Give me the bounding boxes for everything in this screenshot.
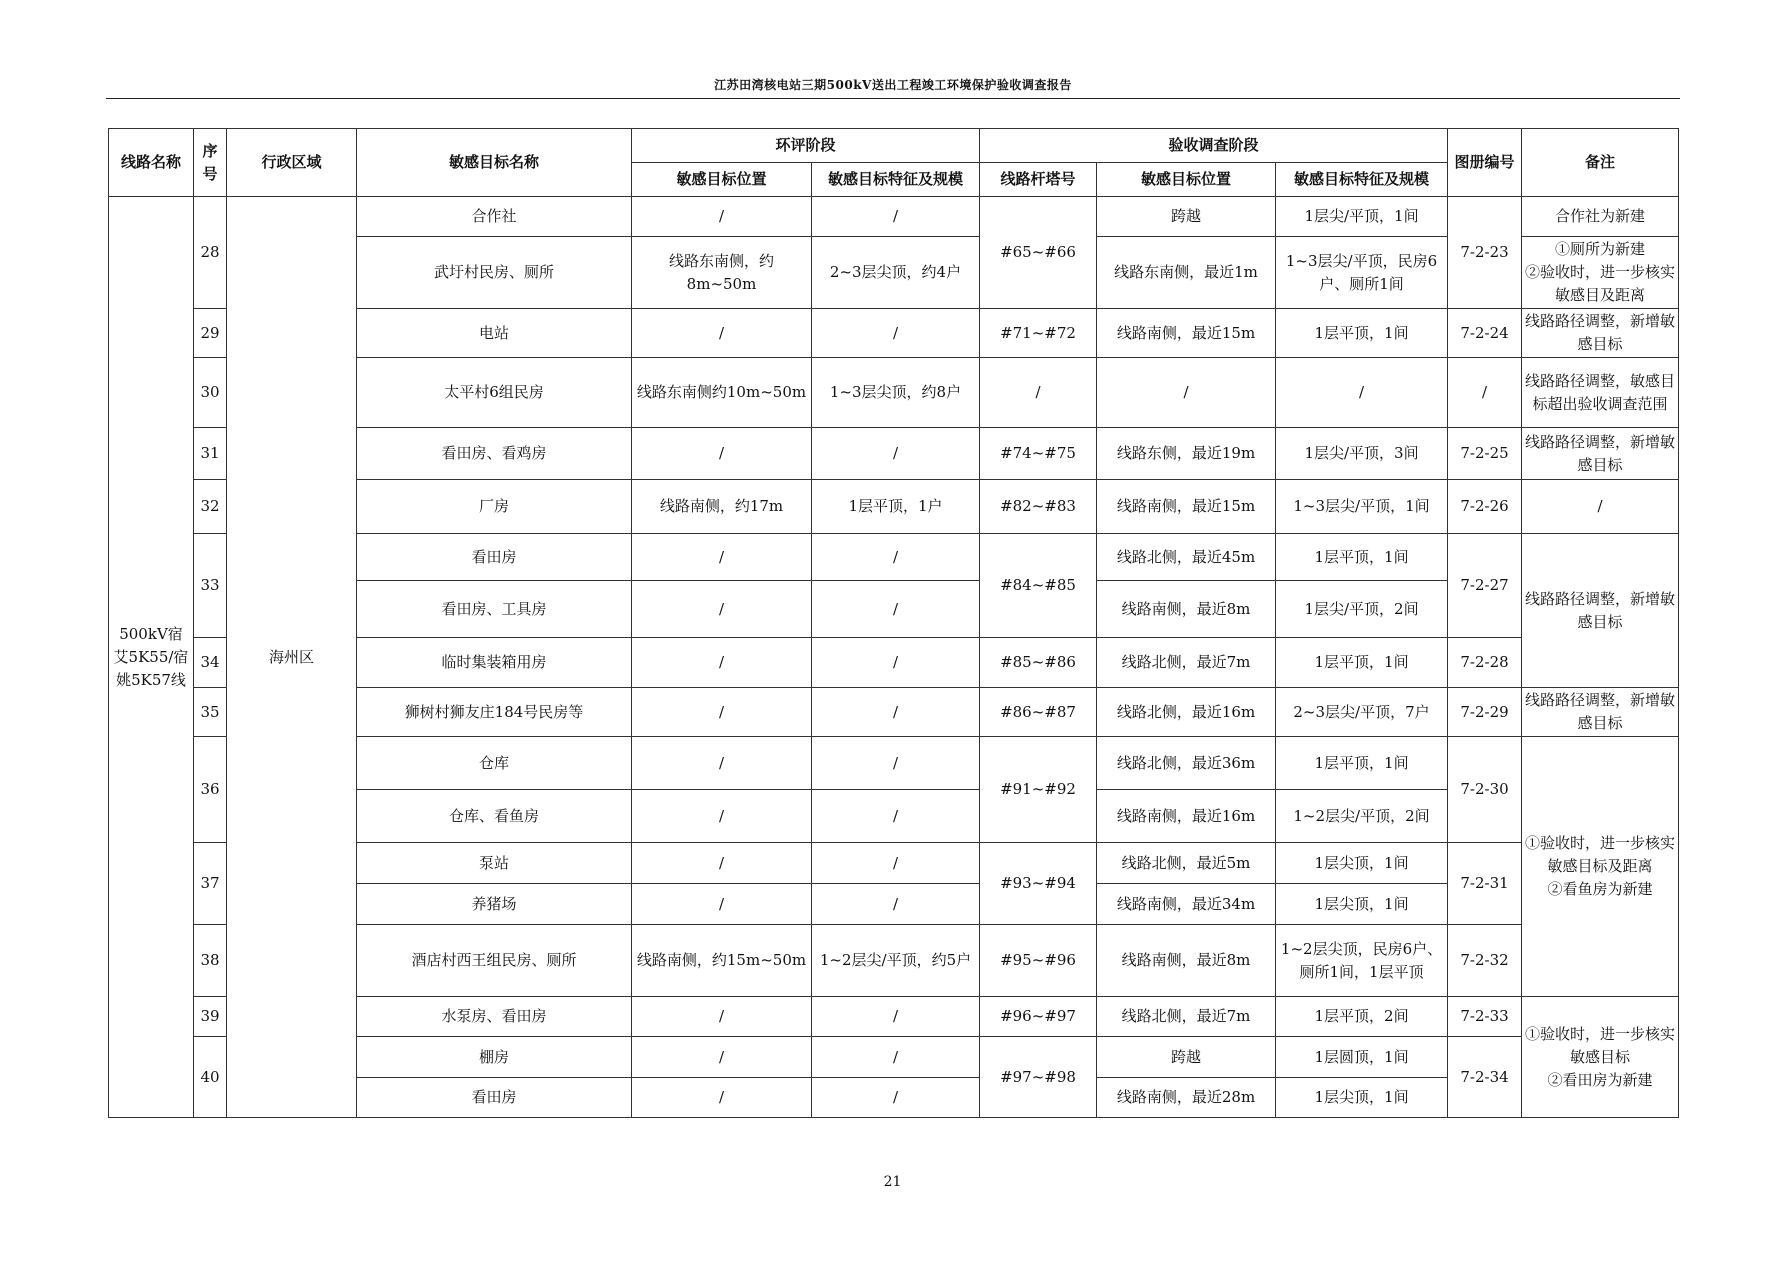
header-rule	[106, 98, 1680, 99]
eia-feature-cell: 1层平顶，1户	[812, 480, 980, 534]
tower-cell: #74~#75	[980, 428, 1097, 480]
fig-cell: 7-2-34	[1448, 1037, 1522, 1118]
target-name-cell: 看田房	[357, 1078, 632, 1118]
tower-cell: #86~#87	[980, 688, 1097, 737]
fig-cell: 7-2-28	[1448, 638, 1522, 688]
target-name-cell: 看田房	[357, 534, 632, 581]
eia-position-cell: /	[632, 197, 812, 237]
eia-position-cell: 线路南侧，约15m~50m	[632, 925, 812, 997]
acc-feature-cell: 1~3层尖/平顶，民房6户、厕所1间	[1276, 237, 1448, 309]
tower-cell: #65~#66	[980, 197, 1097, 309]
eia-feature-cell: /	[812, 997, 980, 1037]
tower-cell: #97~#98	[980, 1037, 1097, 1118]
remark-cell: 线路路径调整，新增敏感目标	[1522, 428, 1679, 480]
header-line-name: 线路名称	[109, 129, 194, 197]
remark-cell: /	[1522, 480, 1679, 534]
target-name-cell: 厂房	[357, 480, 632, 534]
eia-feature-cell: /	[812, 790, 980, 843]
tower-cell: #93~#94	[980, 843, 1097, 925]
eia-feature-cell: 1~2层尖/平顶，约5户	[812, 925, 980, 997]
acc-position-cell: 线路东侧，最近19m	[1097, 428, 1276, 480]
acc-feature-cell: 1层尖顶，1间	[1276, 843, 1448, 884]
header-tower-no: 线路杆塔号	[980, 163, 1097, 197]
seq-cell: 32	[194, 480, 227, 534]
acc-position-cell: 线路南侧，最近15m	[1097, 480, 1276, 534]
eia-position-cell: 线路南侧，约17m	[632, 480, 812, 534]
target-name-cell: 棚房	[357, 1037, 632, 1078]
eia-position-cell: /	[632, 1037, 812, 1078]
acc-position-cell: 线路北侧，最近7m	[1097, 997, 1276, 1037]
tower-cell: #85~#86	[980, 638, 1097, 688]
seq-cell: 38	[194, 925, 227, 997]
fig-cell: 7-2-31	[1448, 843, 1522, 925]
eia-position-cell: /	[632, 638, 812, 688]
header-seq: 序号	[194, 129, 227, 197]
seq-cell: 37	[194, 843, 227, 925]
acc-position-cell: 跨越	[1097, 1037, 1276, 1078]
eia-position-cell: /	[632, 428, 812, 480]
tower-cell: #91~#92	[980, 737, 1097, 843]
fig-cell: 7-2-29	[1448, 688, 1522, 737]
fig-cell: 7-2-24	[1448, 309, 1522, 358]
fig-cell: 7-2-27	[1448, 534, 1522, 638]
acc-position-cell: 线路北侧，最近36m	[1097, 737, 1276, 790]
acc-position-cell: /	[1097, 358, 1276, 428]
acc-position-cell: 线路南侧，最近34m	[1097, 884, 1276, 925]
target-name-cell: 看田房、看鸡房	[357, 428, 632, 480]
eia-feature-cell: /	[812, 309, 980, 358]
tower-cell: /	[980, 358, 1097, 428]
header-acc-feature: 敏感目标特征及规模	[1276, 163, 1448, 197]
eia-position-cell: /	[632, 997, 812, 1037]
acc-feature-cell: 1层尖顶，1间	[1276, 884, 1448, 925]
header-remark: 备注	[1522, 129, 1679, 197]
target-name-cell: 仓库、看鱼房	[357, 790, 632, 843]
acc-position-cell: 线路北侧，最近16m	[1097, 688, 1276, 737]
eia-feature-cell: /	[812, 534, 980, 581]
eia-position-cell: /	[632, 1078, 812, 1118]
header-eia-position: 敏感目标位置	[632, 163, 812, 197]
eia-position-cell: /	[632, 688, 812, 737]
header-acc-position: 敏感目标位置	[1097, 163, 1276, 197]
seq-cell: 35	[194, 688, 227, 737]
eia-feature-cell: /	[812, 884, 980, 925]
page-number: 21	[883, 1174, 902, 1190]
acc-feature-cell: 2~3层尖/平顶，7户	[1276, 688, 1448, 737]
eia-feature-cell: /	[812, 1037, 980, 1078]
acc-position-cell: 线路南侧，最近8m	[1097, 925, 1276, 997]
remark-cell: 线路路径调整，敏感目标超出验收调查范围	[1522, 358, 1679, 428]
header-region: 行政区域	[227, 129, 357, 197]
target-name-cell: 狮树村狮友庄184号民房等	[357, 688, 632, 737]
seq-cell: 33	[194, 534, 227, 638]
seq-cell: 29	[194, 309, 227, 358]
acc-feature-cell: 1~2层尖顶，民房6户、厕所1间，1层平顶	[1276, 925, 1448, 997]
acc-feature-cell: 1层平顶，1间	[1276, 309, 1448, 358]
seq-cell: 36	[194, 737, 227, 843]
tower-cell: #95~#96	[980, 925, 1097, 997]
acc-position-cell: 线路南侧，最近8m	[1097, 581, 1276, 638]
acc-feature-cell: 1~2层尖/平顶，2间	[1276, 790, 1448, 843]
acc-position-cell: 线路南侧，最近16m	[1097, 790, 1276, 843]
target-name-cell: 看田房、工具房	[357, 581, 632, 638]
target-name-cell: 酒店村西王组民房、厕所	[357, 925, 632, 997]
target-name-cell: 合作社	[357, 197, 632, 237]
target-name-cell: 武圩村民房、厕所	[357, 237, 632, 309]
seq-cell: 39	[194, 997, 227, 1037]
fig-cell: 7-2-23	[1448, 197, 1522, 309]
eia-position-cell: /	[632, 534, 812, 581]
header-acceptance-stage: 验收调查阶段	[980, 129, 1448, 163]
eia-position-cell: /	[632, 884, 812, 925]
table-row	[109, 197, 1679, 237]
eia-feature-cell: 1~3层尖顶，约8户	[812, 358, 980, 428]
acc-feature-cell: /	[1276, 358, 1448, 428]
remark-cell: 合作社为新建	[1522, 197, 1679, 237]
remark-cell: ①验收时，进一步核实敏感目标 ②看田房为新建	[1522, 997, 1679, 1118]
acc-feature-cell: 1层尖/平顶，1间	[1276, 197, 1448, 237]
tower-cell: #82~#83	[980, 480, 1097, 534]
line-name-cell: 500kV宿艾5K55/宿姚5K57线	[109, 197, 194, 1118]
fig-cell: /	[1448, 358, 1522, 428]
page-header: 江苏田湾核电站三期500kV送出工程竣工环境保护验收调查报告	[714, 78, 1072, 92]
target-name-cell: 临时集装箱用房	[357, 638, 632, 688]
eia-feature-cell: /	[812, 1078, 980, 1118]
seq-cell: 34	[194, 638, 227, 688]
remark-cell: 线路路径调整，新增敏感目标	[1522, 688, 1679, 737]
eia-feature-cell: /	[812, 638, 980, 688]
acc-feature-cell: 1层尖/平顶，2间	[1276, 581, 1448, 638]
acc-feature-cell: 1层尖/平顶，3间	[1276, 428, 1448, 480]
tower-cell: #96~#97	[980, 997, 1097, 1037]
acc-position-cell: 线路南侧，最近15m	[1097, 309, 1276, 358]
acc-position-cell: 线路北侧，最近45m	[1097, 534, 1276, 581]
acc-position-cell: 跨越	[1097, 197, 1276, 237]
seq-cell: 31	[194, 428, 227, 480]
header-eia-feature: 敏感目标特征及规模	[812, 163, 980, 197]
remark-cell: 线路路径调整，新增敏感目标	[1522, 309, 1679, 358]
eia-feature-cell: /	[812, 428, 980, 480]
eia-position-cell: /	[632, 581, 812, 638]
eia-feature-cell: 2~3层尖顶，约4户	[812, 237, 980, 309]
eia-position-cell: /	[632, 309, 812, 358]
target-name-cell: 养猪场	[357, 884, 632, 925]
target-name-cell: 电站	[357, 309, 632, 358]
fig-cell: 7-2-33	[1448, 997, 1522, 1037]
header-fig-no: 图册编号	[1448, 129, 1522, 197]
eia-feature-cell: /	[812, 688, 980, 737]
acc-feature-cell: 1层平顶，1间	[1276, 638, 1448, 688]
eia-position-cell: 线路东南侧约10m~50m	[632, 358, 812, 428]
header-target-name: 敏感目标名称	[357, 129, 632, 197]
acc-position-cell: 线路北侧，最近5m	[1097, 843, 1276, 884]
seq-cell: 28	[194, 197, 227, 309]
seq-cell: 40	[194, 1037, 227, 1118]
fig-cell: 7-2-32	[1448, 925, 1522, 997]
fig-cell: 7-2-30	[1448, 737, 1522, 843]
sensitive-targets-table	[108, 128, 1679, 1118]
eia-feature-cell: /	[812, 581, 980, 638]
acc-feature-cell: 1层平顶，1间	[1276, 534, 1448, 581]
target-name-cell: 水泵房、看田房	[357, 997, 632, 1037]
seq-cell: 30	[194, 358, 227, 428]
target-name-cell: 太平村6组民房	[357, 358, 632, 428]
remark-cell: ①厕所为新建 ②验收时，进一步核实敏感目及距离	[1522, 237, 1679, 309]
eia-position-cell: /	[632, 737, 812, 790]
eia-position-cell: 线路东南侧，约8m~50m	[632, 237, 812, 309]
remark-cell: 线路路径调整，新增敏感目标	[1522, 534, 1679, 688]
acc-feature-cell: 1层平顶，2间	[1276, 997, 1448, 1037]
fig-cell: 7-2-25	[1448, 428, 1522, 480]
acc-position-cell: 线路北侧，最近7m	[1097, 638, 1276, 688]
eia-feature-cell: /	[812, 737, 980, 790]
acc-feature-cell: 1层尖顶，1间	[1276, 1078, 1448, 1118]
target-name-cell: 仓库	[357, 737, 632, 790]
region-cell: 海州区	[227, 197, 357, 1118]
acc-feature-cell: 1层平顶，1间	[1276, 737, 1448, 790]
acc-feature-cell: 1~3层尖/平顶，1间	[1276, 480, 1448, 534]
acc-position-cell: 线路东南侧，最近1m	[1097, 237, 1276, 309]
tower-cell: #84~#85	[980, 534, 1097, 638]
eia-position-cell: /	[632, 843, 812, 884]
header-eia-stage: 环评阶段	[632, 129, 980, 163]
tower-cell: #71~#72	[980, 309, 1097, 358]
acc-position-cell: 线路南侧，最近28m	[1097, 1078, 1276, 1118]
eia-feature-cell: /	[812, 843, 980, 884]
remark-cell: ①验收时，进一步核实敏感目标及距离 ②看鱼房为新建	[1522, 737, 1679, 997]
eia-feature-cell: /	[812, 197, 980, 237]
acc-feature-cell: 1层圆顶，1间	[1276, 1037, 1448, 1078]
eia-position-cell: /	[632, 790, 812, 843]
fig-cell: 7-2-26	[1448, 480, 1522, 534]
target-name-cell: 泵站	[357, 843, 632, 884]
